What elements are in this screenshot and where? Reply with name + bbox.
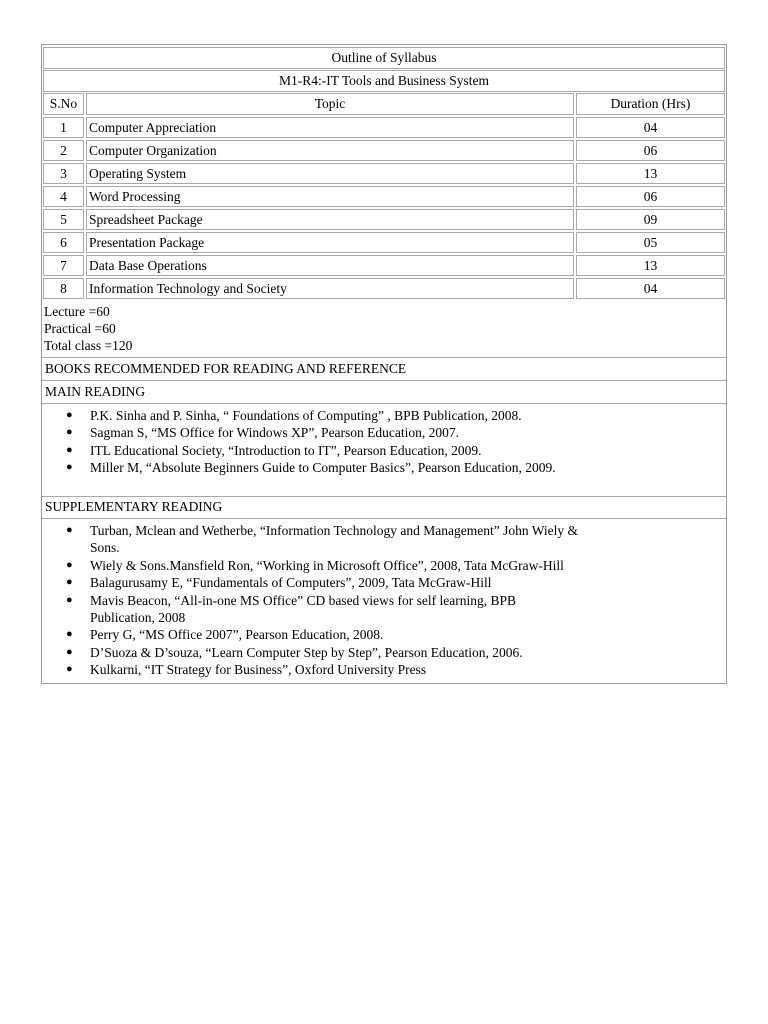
row-duration: 09	[576, 209, 725, 230]
supplementary-reading-list	[44, 522, 610, 679]
bullet-icon: ●	[66, 443, 73, 456]
row-topic: Information Technology and Society	[86, 278, 574, 299]
bullet-icon: ●	[66, 593, 73, 606]
row-topic: Spreadsheet Package	[86, 209, 574, 230]
class-total: Total class =120	[44, 338, 133, 353]
row-sno: 5	[43, 209, 84, 230]
row-duration: 05	[576, 232, 725, 253]
bullet-icon: ●	[66, 576, 73, 589]
row-topic: Computer Appreciation	[86, 117, 574, 138]
reference-text: Miller M, “Absolute Beginners Guide to Computer Basics”, Pearson Education, 2009.	[90, 460, 556, 476]
row-sno: 2	[43, 140, 84, 161]
list-item	[66, 522, 610, 557]
row-sno: 7	[43, 255, 84, 276]
row-duration: 13	[576, 163, 725, 184]
bullet-icon: ●	[66, 558, 73, 571]
reference-text: Perry G, “MS Office 2007”, Pearson Education, 2008.	[90, 627, 384, 643]
list-item	[66, 574, 610, 591]
main-reading-heading: MAIN READING	[45, 384, 146, 399]
list-item	[66, 424, 556, 441]
header-sno: S.No	[43, 93, 84, 115]
divider	[42, 403, 726, 404]
row-duration: 13	[576, 255, 725, 276]
row-duration: 06	[576, 140, 725, 161]
list-item	[66, 661, 610, 678]
row-topic: Presentation Package	[86, 232, 574, 253]
row-sno: 3	[43, 163, 84, 184]
lecture-total: Lecture =60	[44, 304, 110, 319]
practical-total: Practical =60	[44, 321, 116, 336]
row-duration: 04	[576, 278, 725, 299]
row-topic: Word Processing	[86, 186, 574, 207]
row-sno: 8	[43, 278, 84, 299]
table-title: Outline of Syllabus	[43, 47, 725, 69]
reference-text: D’Suoza & D’souza, “Learn Computer Step by Step”, Pearson Education, 2006.	[90, 644, 523, 660]
reference-text: Mavis Beacon, “All-in-one MS Office” CD based views for self learning, BPB Publication, 2008	[90, 592, 517, 626]
supplementary-reading-heading: SUPPLEMENTARY READING	[45, 499, 223, 514]
header-topic: Topic	[86, 93, 574, 115]
bullet-icon: ●	[66, 409, 73, 421]
divider	[42, 518, 726, 519]
header-duration: Duration (Hrs)	[576, 93, 725, 115]
reference-text: Sagman S, “MS Office for Windows XP”, Pearson Education, 2007.	[90, 425, 460, 441]
bullet-icon: ●	[66, 663, 73, 676]
list-item	[66, 442, 556, 459]
reference-text: Balagurusamy E, “Fundamentals of Computers”, 2009, Tata McGraw-Hill	[90, 575, 492, 591]
table-subtitle: M1-R4:-IT Tools and Business System	[43, 70, 725, 92]
divider	[42, 380, 726, 381]
divider	[42, 357, 726, 358]
list-item	[66, 592, 610, 627]
books-heading: BOOKS RECOMMENDED FOR READING AND REFERENCE	[45, 361, 407, 376]
row-duration: 04	[576, 117, 725, 138]
list-item	[66, 644, 610, 661]
reference-text: Turban, Mclean and Wetherbe, “Information Technology and Management” John Wiely & Sons.	[90, 523, 579, 556]
bullet-icon: ●	[66, 645, 73, 658]
class-totals	[44, 303, 132, 354]
list-item	[66, 459, 556, 476]
list-item	[66, 407, 556, 424]
row-duration: 06	[576, 186, 725, 207]
row-topic: Data Base Operations	[86, 255, 574, 276]
list-item	[66, 626, 610, 643]
bullet-icon: ●	[66, 524, 73, 536]
reference-text: Kulkarni, “IT Strategy for Business”, Oxford University Press	[90, 662, 427, 678]
bullet-icon: ●	[66, 628, 73, 641]
main-reading-list	[44, 407, 556, 477]
row-sno: 4	[43, 186, 84, 207]
bullet-icon: ●	[66, 461, 73, 474]
bullet-icon: ●	[66, 426, 73, 439]
list-item	[66, 557, 610, 574]
divider	[42, 496, 726, 497]
reference-text: Wiely & Sons.Mansfield Ron, “Working in Microsoft Office”, 2008, Tata McGraw-Hill	[90, 557, 564, 573]
reference-text: ITL Educational Society, “Introduction to IT”, Pearson Education, 2009.	[90, 442, 482, 458]
row-topic: Operating System	[86, 163, 574, 184]
row-sno: 6	[43, 232, 84, 253]
reference-text: P.K. Sinha and P. Sinha, “ Foundations of Computing” , BPB Publication, 2008.	[90, 408, 522, 423]
row-sno: 1	[43, 117, 84, 138]
row-topic: Computer Organization	[86, 140, 574, 161]
